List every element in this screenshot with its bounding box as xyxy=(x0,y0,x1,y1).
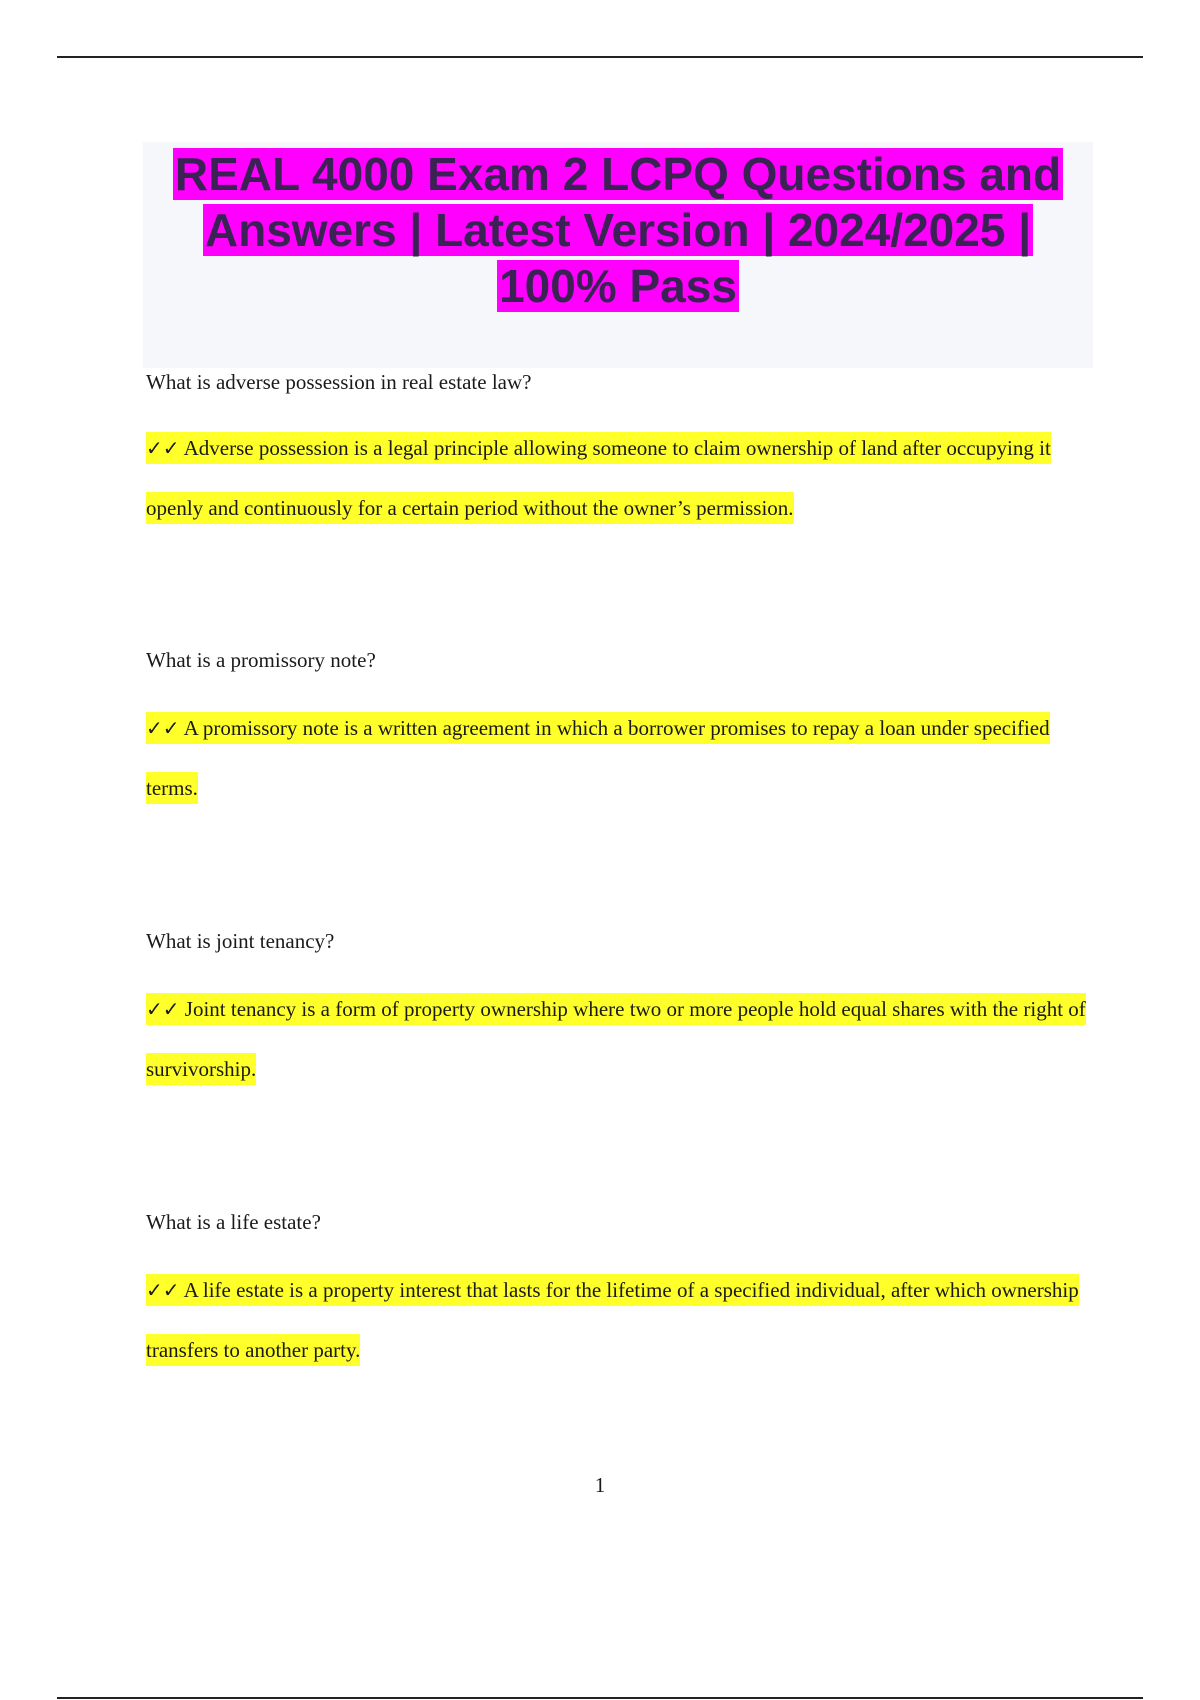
title-box xyxy=(143,142,1093,368)
title-line-3: 100% Pass xyxy=(499,260,737,312)
top-rule xyxy=(57,56,1143,58)
question-text: What is a promissory note? xyxy=(146,648,376,672)
answer-highlight xyxy=(146,1274,1079,1366)
question-text: What is a life estate? xyxy=(146,1210,321,1234)
qa-item-4 xyxy=(146,1208,1086,1380)
double-check-icon: ✓✓ xyxy=(146,436,180,460)
answer-body: Adverse possession is a legal principle allowing someone to claim ownership of land after occupying it openly and continuously for a certain period without the owner’s permission. xyxy=(146,436,1051,520)
double-check-icon: ✓✓ xyxy=(146,716,180,740)
double-check-icon: ✓✓ xyxy=(146,1278,180,1302)
qa-item-1 xyxy=(146,368,1086,538)
answer-text xyxy=(146,979,1086,1099)
title-line-2: Answers | Latest Version | 2024/2025 | xyxy=(204,204,1032,256)
answer-text xyxy=(146,698,1086,818)
document-title xyxy=(143,142,1093,314)
title-line-1: REAL 4000 Exam 2 LCPQ Questions and xyxy=(174,148,1062,200)
answer-text xyxy=(146,418,1086,538)
double-check-icon: ✓✓ xyxy=(146,997,180,1021)
question-text: What is joint tenancy? xyxy=(146,929,335,953)
page-number: 1 xyxy=(594,1473,606,1497)
qa-item-3 xyxy=(146,927,1086,1099)
answer-body: A life estate is a property interest that lasts for the lifetime of a specified individual, after which ownership transfers to another party. xyxy=(146,1278,1079,1362)
bottom-rule xyxy=(57,1697,1143,1699)
answer-highlight xyxy=(146,432,1051,524)
answer-text xyxy=(146,1260,1086,1380)
answer-body: A promissory note is a written agreement in which a borrower promises to repay a loan under specified terms. xyxy=(146,716,1050,800)
qa-item-2 xyxy=(146,646,1086,818)
question-text: What is adverse possession in real estate law? xyxy=(146,370,532,394)
answer-highlight xyxy=(146,712,1050,804)
answer-highlight xyxy=(146,993,1086,1085)
answer-body: Joint tenancy is a form of property ownership where two or more people hold equal shares with the right of survivorship. xyxy=(146,997,1086,1081)
